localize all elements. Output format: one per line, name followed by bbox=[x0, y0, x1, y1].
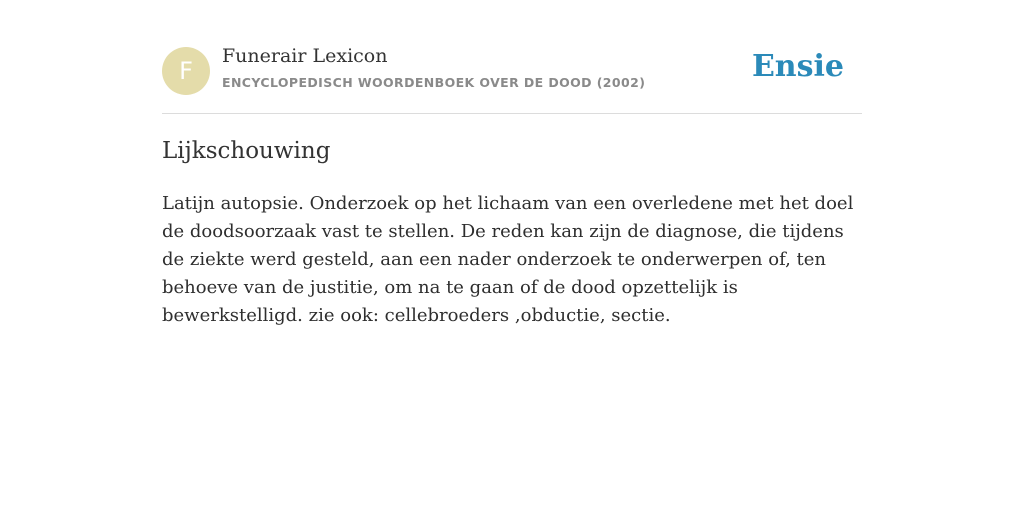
ensie-logo-link[interactable]: Ensie bbox=[751, 49, 844, 84]
see-also-link-cellebroeders[interactable]: cellebroeders bbox=[384, 305, 510, 326]
see-also-link-obductie[interactable]: obductie bbox=[520, 305, 600, 326]
source-avatar: F bbox=[162, 47, 210, 95]
entry-title: Lijkschouwing bbox=[162, 138, 331, 164]
source-header bbox=[162, 0, 862, 114]
source-subtitle: ENCYCLOPEDISCH WOORDENBOEK OVER DE DOOD (2002) bbox=[222, 75, 646, 90]
entry-text: Latijn autopsie. Onderzoek op het lichaam van een overledene met het doel de doodsoorzaak vast te stellen. De reden kan zijn de diagnose, die tijdens de ziekte werd gesteld, aan een nader onderzoek te onderwerpen of, ten behoeve van de justitie, om na te gaan of de dood opzettelijk is bewerkstelligd. zie ook: bbox=[162, 193, 854, 326]
page-container bbox=[162, 0, 862, 326]
source-title[interactable]: Funerair Lexicon bbox=[222, 45, 388, 67]
see-also-link-sectie[interactable]: sectie bbox=[611, 305, 665, 326]
entry-body: Latijn autopsie. Onderzoek op het lichaam van een overledene met het doel de doodsoorzaak vast te stellen. De reden kan zijn de diagnose, die tijdens de ziekte werd gesteld, aan een nader onderzoek te onderwerpen of, ten behoeve van de justitie, om na te gaan of de dood opzettelijk is bewerkstelligd. zie ook: cellebroeders ,obductie, sectie. bbox=[162, 193, 854, 326]
